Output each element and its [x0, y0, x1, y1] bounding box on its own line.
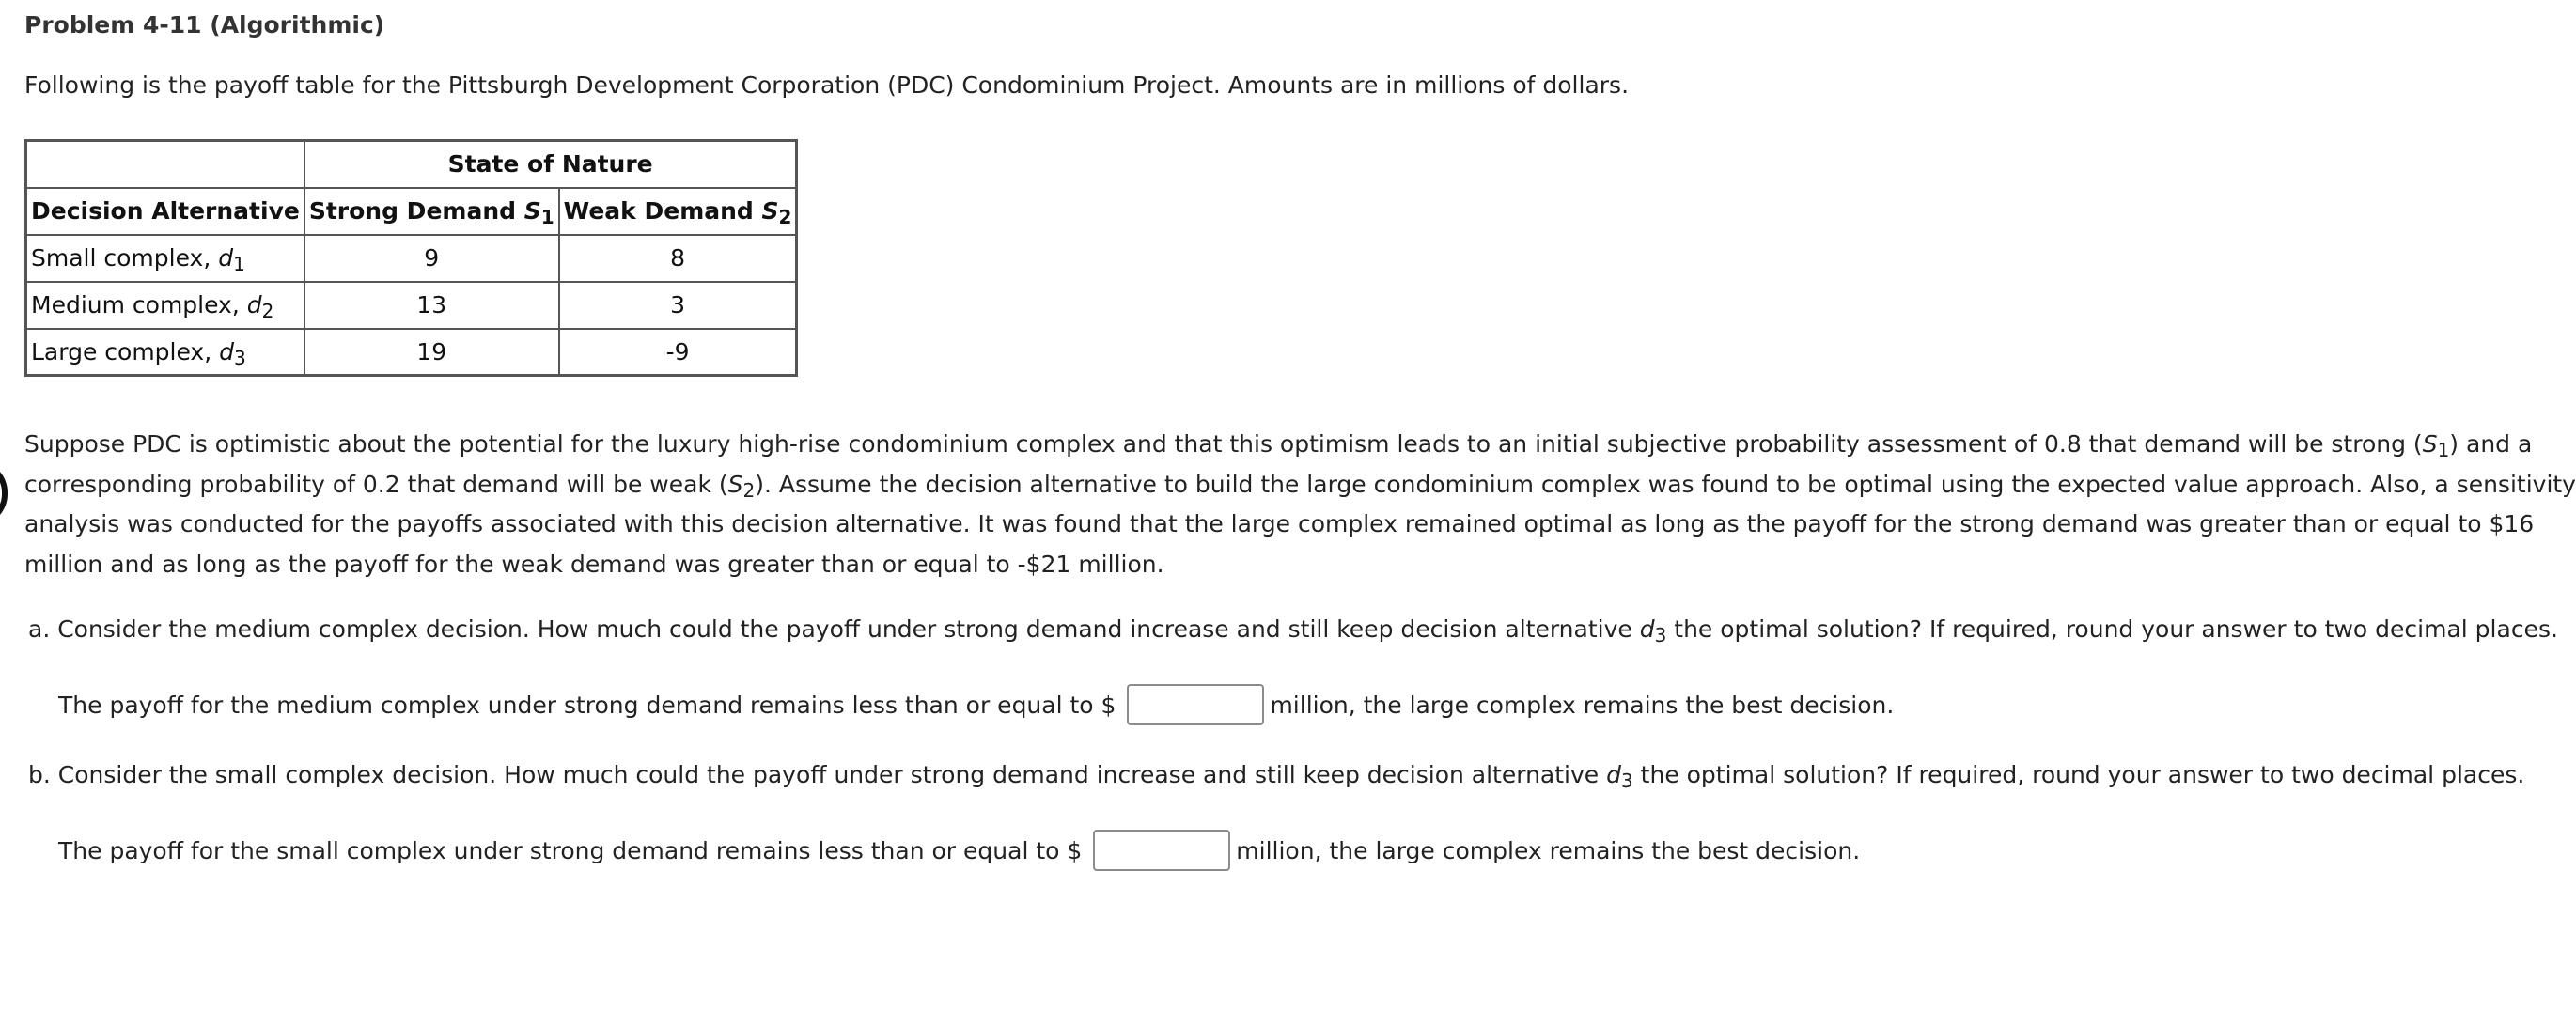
- table-group-header-row: [26, 141, 797, 188]
- weak-demand-value: 8: [559, 235, 797, 282]
- answer-a-line: [58, 684, 1894, 725]
- table-row: [26, 282, 797, 329]
- answer-a-input[interactable]: [1127, 684, 1264, 725]
- scenario-paragraph: [24, 425, 2576, 584]
- problem-title: Problem 4-11 (Algorithmic): [24, 11, 385, 39]
- empty-header-cell: [26, 141, 304, 188]
- row-label: Medium complex, $d_2$: [26, 282, 304, 329]
- answer-b-input[interactable]: [1093, 830, 1230, 871]
- question-b: b. Consider the small complex decision. How much could the payoff under strong demand increase and still keep decision alternative $d_3$ the optimal solution? If required, round your answer to two decimal places.: [28, 761, 2525, 792]
- answer-a-prompt: The payoff for the medium complex under strong demand remains less than or equal to $: [58, 691, 1116, 719]
- table-column-header-row: [26, 188, 797, 235]
- weak-demand-header: Weak Demand $S_2$: [559, 188, 797, 235]
- paragraph-line: analysis was conducted for the payoffs associated with this decision alternative. It was found that the large complex remained optimal as long as the payoff for the strong demand was greater than or equal to $16: [24, 510, 2535, 537]
- question-a: a. Consider the medium complex decision. How much could the payoff under strong demand increase and still keep decision alternative $d_3$ the optimal solution? If required, round your answer to two decimal places.: [28, 615, 2558, 646]
- state-of-nature-header: State of Nature: [304, 141, 797, 188]
- paragraph-line: Suppose PDC is optimistic about the potential for the luxury high-rise condominium complex and that this optimism leads to an initial subjective probability assessment of 0.8 that demand will be strong $(S_1)$ and a: [24, 430, 2533, 461]
- row-label: Small complex, $d_1$: [26, 235, 304, 282]
- decision-alternative-header: Decision Alternative: [26, 188, 304, 235]
- answer-b-line: [58, 830, 1860, 871]
- answer-b-suffix: million, the large complex remains the best decision.: [1236, 836, 1861, 864]
- strong-demand-value: 13: [304, 282, 559, 329]
- problem-intro: Following is the payoff table for the Pittsburgh Development Corporation (PDC) Condominium Project. Amounts are in millions of dollars.: [24, 71, 1630, 99]
- weak-demand-value: 3: [559, 282, 797, 329]
- strong-demand-value: 9: [304, 235, 559, 282]
- strong-demand-header: Strong Demand $S_1$: [304, 188, 559, 235]
- partial-circle-icon: [0, 460, 8, 526]
- answer-a-suffix: million, the large complex remains the best decision.: [1270, 691, 1895, 719]
- row-label: Large complex, $d_3$: [26, 329, 304, 376]
- answer-b-prompt: The payoff for the small complex under strong demand remains less than or equal to $: [58, 836, 1083, 864]
- table-row: [26, 329, 797, 376]
- paragraph-line: million and as long as the payoff for the weak demand was greater than or equal to -$21 million.: [24, 550, 1164, 578]
- paragraph-line: corresponding probability of 0.2 that demand will be weak $(S_2)$. Assume the decision alternative to build the large condominium complex was found to be optimal using the expected value approach. Also, a sensitivity: [24, 470, 2576, 502]
- payoff-table: [24, 139, 798, 377]
- strong-demand-value: 19: [304, 329, 559, 376]
- weak-demand-value: -9: [559, 329, 797, 376]
- table-row: [26, 235, 797, 282]
